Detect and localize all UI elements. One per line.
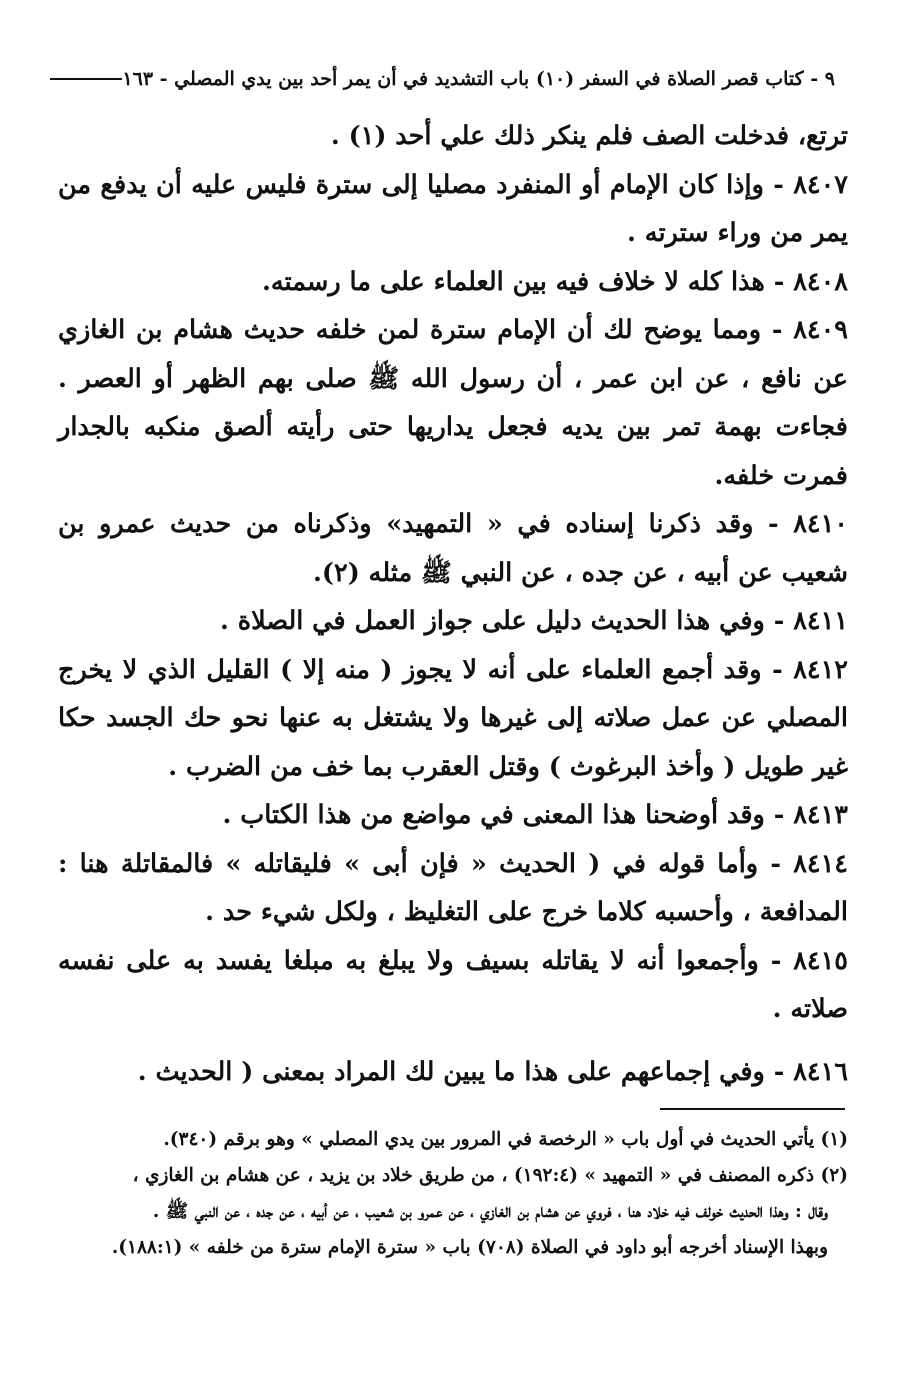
footnote-1: (١) يأتي الحديث في أول باب « الرخصة في المرور بين يدي المصلي » وهو برقم (٣٤٠). [163,1129,848,1150]
main-text [58,112,848,1096]
paragraph-8412: ٨٤١٢ - وقد أجمع العلماء على أنه لا يجوز ( منه إلا ) القليل الذي لا يخرج المصلي عن عمل صلاته إلى غيرها ولا يشتغل به عنها نحو حك الجسد حكا غير طويل ( وأخذ البرغوث ) وقتل العقرب بما خف من الضرب . [58,654,848,782]
header-title: ٩ - كتاب قصر الصلاة في السفر (١٠) باب التشديد في أن يمر أحد بين يدي المصلي - ١٦٣ [122,68,835,90]
paragraph-8415: ٨٤١٥ - وأجمعوا أنه لا يقاتله بسيف ولا يبلغ به مبلغا يفسد به على نفسه صلاته . [58,945,848,1024]
footnote-2: (٢) ذكره المصنف في « التمهيد » (١٩٢:٤) ، من طريق خلاد بن يزيد ، عن هشام بن الغازي ، [132,1165,848,1186]
footnotes [60,1122,848,1266]
footnote-divider [660,1108,845,1110]
running-header [60,62,835,96]
paragraph-continuation: ترتع، فدخلت الصف فلم ينكر ذلك علي أحد (١) . [330,121,848,151]
footnote-2-source: وبهذا الإسناد أخرجه أبو داود في الصلاة (٧٠٨) باب « سترة الإمام سترة من خلفه » (١٨٨:١). [111,1237,828,1258]
paragraph-8414: ٨٤١٤ - وأما قوله في ( الحديث « فإن أبى » فليقاتله » فالمقاتلة هنا : المدافعة ، وأحسبه كلاما خرج على التغليظ ، ولكل شيء حد . [58,848,848,927]
header-rule [50,78,122,80]
footnote-2-continuation: وقال : وهذا الحديث خولف فيه خلاد هنا ، فروي عن هشام بن الغازي ، عن عمرو بن شعيب ، عن أبيه ، عن جده ، عن النبي ﷺ . [152,1201,828,1222]
paragraph-8416: ٨٤١٦ - وفي إجماعهم على هذا ما يبين لك المراد بمعنى ( الحديث . [137,1056,848,1087]
paragraph-8408: ٨٤٠٨ - هذا كله لا خلاف فيه بين العلماء على ما رسمته. [261,266,848,297]
paragraph-8410: ٨٤١٠ - وقد ذكرنا إسناده في « التمهيد» وذكرناه من حديث عمرو بن شعيب عن أبيه ، عن جده ، عن النبي ﷺ مثله (٢). [58,509,848,588]
paragraph-8413: ٨٤١٣ - وقد أوضحنا هذا المعنى في مواضع من هذا الكتاب . [222,800,848,830]
paragraph-8407: ٨٤٠٧ - وإذا كان الإمام أو المنفرد مصليا إلى سترة فليس عليه أن يدفع من يمر من وراء سترته . [58,169,848,248]
paragraph-8411: ٨٤١١ - وفي هذا الحديث دليل على جواز العمل في الصلاة . [220,606,848,636]
paragraph-8409: ٨٤٠٩ - ومما يوضح لك أن الإمام سترة لمن خلفه حديث هشام بن الغازي عن نافع ، عن ابن عمر ، أن رسول الله ﷺ صلى بهم الظهر أو العصر . فجاءت بهمة تمر بين يديه فجعل يداريها حتى رأيته ألصق منكبه بالجدار فمرت خلفه. [58,315,848,491]
